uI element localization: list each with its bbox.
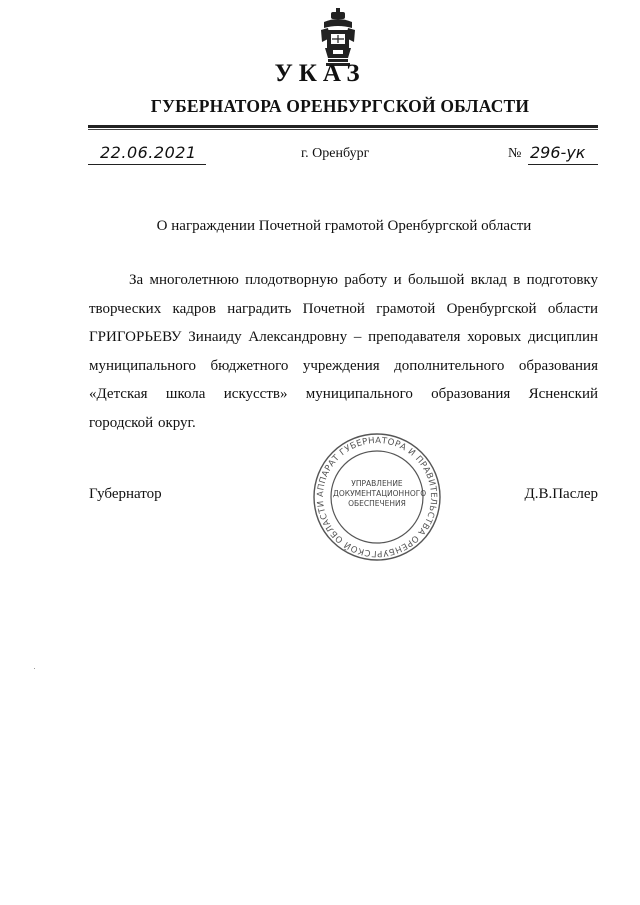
official-stamp — [311, 432, 443, 562]
signatory-name: Д.В.Паслер — [524, 486, 598, 502]
number-underline — [528, 164, 598, 165]
issuer-title: ГУБЕРНАТОРА ОРЕНБУРГСКОЙ ОБЛАСТИ — [150, 96, 530, 116]
header-rule-thin — [88, 129, 598, 130]
stamp-ring-text: АППАРАТ ГУБЕРНАТОРА И ПРАВИТЕЛЬСТВА ОРЕНБУРГСКОЙ ОБЛАСТИ — [315, 435, 439, 559]
scan-speck — [34, 668, 35, 669]
document-date: 22.06.2021 — [100, 143, 197, 162]
date-underline — [88, 164, 206, 165]
document-body: За многолетнюю плодотворную работу и большой вклад в подготовку творческих кадров наградить Почетной грамотой Оренбургской области ГРИГОРЬЕВУ Зинаиду Александровну – преподавателя хоровых дисциплин муниципального бюджетного учреждения дополнительного образования «Детская школа искусств» муниципального образования Ясненский городской округ. — [89, 272, 598, 431]
coat-of-arms-emblem — [318, 8, 358, 66]
document-subject: О награждении Почетной грамотой Оренбургской области — [156, 218, 532, 234]
stamp-line-3: ОБЕСПЕЧЕНИЯ — [348, 499, 406, 508]
header-rule-thick — [88, 125, 598, 128]
stamp-line-2: ДОКУМЕНТАЦИОННОГО — [333, 489, 427, 498]
signatory-position: Губернатор — [89, 486, 162, 502]
document-number: 296-ук — [530, 143, 586, 162]
document-type-title: УКАЗ — [274, 60, 366, 87]
stamp-line-1: УПРАВЛЕНИЕ — [351, 479, 403, 488]
number-label: № — [508, 146, 522, 161]
document-city: г. Оренбург — [301, 146, 370, 161]
